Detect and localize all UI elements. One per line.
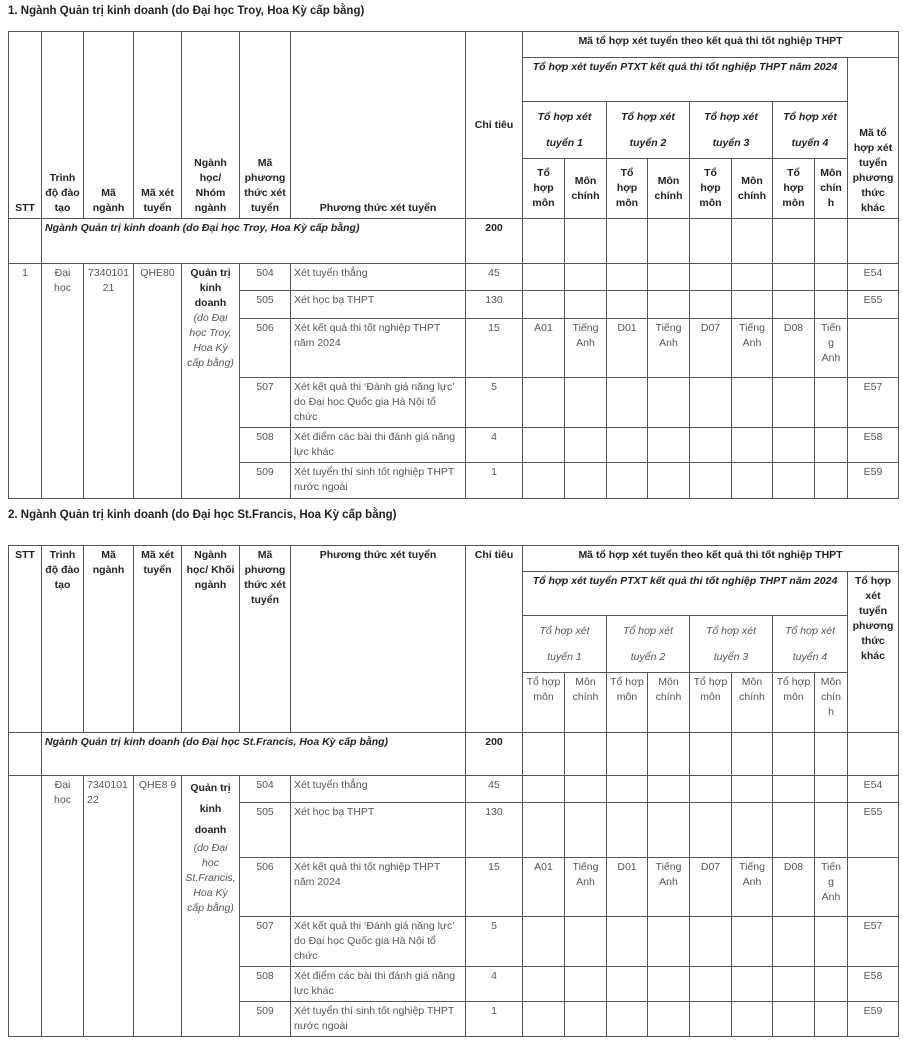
ma-nganh-value: 7340101 21 bbox=[84, 264, 134, 499]
header-ma-to-hop: Mã tổ hợp xét tuyển theo kết quả thi tốt nghiệp THPT bbox=[523, 32, 899, 58]
combo-code: D01 bbox=[607, 319, 648, 378]
method-name: Xét điểm các bài thi đánh giá năng lực khác bbox=[291, 428, 466, 463]
header-mon-chinh: Môn chính bbox=[565, 673, 607, 733]
method-quota: 130 bbox=[466, 803, 523, 858]
header-to-hop-mon: Tổ hợp môn bbox=[690, 159, 732, 219]
nganh-note: (do Đại học St.Francis, Hoa Kỳ cấp bằng) bbox=[185, 842, 236, 914]
header-nganh-hoc: Ngành học/ Khối ngành bbox=[182, 546, 240, 733]
other-combo bbox=[848, 319, 899, 378]
method-quota: 1 bbox=[466, 463, 523, 499]
ma-xet-tuyen-value: QHE80 bbox=[134, 264, 182, 499]
nganh-note: (do Đại học Troy, Hoa Kỳ cấp bằng) bbox=[187, 312, 234, 369]
header-to-hop-mon: Tổ hợp môn bbox=[773, 159, 815, 219]
combo-subject: Tiếng Anh bbox=[565, 858, 607, 917]
other-combo: E57 bbox=[848, 378, 899, 428]
header-to-hop-3: Tổ hợp xét tuyển 3 bbox=[690, 102, 773, 159]
header-mon-chinh: Môn chính bbox=[565, 159, 607, 219]
header-trinh-do: Trình độ đào tạo bbox=[42, 32, 84, 219]
combo-subject: Tiếng Anh bbox=[732, 319, 773, 378]
header-chi-tieu: Chỉ tiêu bbox=[466, 546, 523, 733]
combo-subject: Tiến g Anh bbox=[815, 319, 848, 378]
header-to-hop-4: Tổ hợp xét tuyển 4 bbox=[773, 102, 848, 159]
header-to-hop-khac: Tổ hợp xét tuyển phương thức khác bbox=[848, 572, 899, 733]
combo-code: D07 bbox=[690, 319, 732, 378]
nganh-name: Quản trị kinh doanh bbox=[190, 267, 231, 309]
nganh-cell bbox=[182, 776, 240, 1037]
method-quota: 15 bbox=[466, 858, 523, 917]
header-mon-chinh: Môn chính bbox=[732, 159, 773, 219]
group-total: 200 bbox=[466, 219, 523, 264]
header-chi-tieu: Chỉ tiêu bbox=[466, 32, 523, 219]
header-to-hop-mon: Tổ hợp môn bbox=[773, 673, 815, 733]
header-mon-chinh: Môn chính bbox=[648, 159, 690, 219]
method-code: 506 bbox=[240, 319, 291, 378]
method-name: Xét kết quả thi ‘Đánh giá năng lực’ do Đại học Quốc gia Hà Nội tổ chức bbox=[291, 378, 466, 428]
header-to-hop-1: Tổ hợp xét tuyển 1 bbox=[523, 616, 607, 673]
header-stt: STT bbox=[9, 546, 42, 733]
combo-code: D08 bbox=[773, 858, 815, 917]
group-label: Ngành Quản trị kinh doanh (do Đại học Troy, Hoa Kỳ cấp bằng) bbox=[42, 219, 466, 264]
other-combo: E54 bbox=[848, 264, 899, 291]
nganh-cell bbox=[182, 264, 240, 499]
method-code: 506 bbox=[240, 858, 291, 917]
header-mon-chinh: Môn chính bbox=[648, 673, 690, 733]
method-name: Xét học bạ THPT bbox=[291, 291, 466, 319]
other-combo: E57 bbox=[848, 917, 899, 967]
combo-subject: Tiếng Anh bbox=[732, 858, 773, 917]
method-code: 508 bbox=[240, 967, 291, 1002]
method-quota: 15 bbox=[466, 319, 523, 378]
header-ma-to-hop: Mã tổ hợp xét tuyển theo kết quả thi tốt nghiệp THPT bbox=[523, 546, 899, 572]
method-name: Xét tuyển thí sinh tốt nghiệp THPT nước ngoài bbox=[291, 1002, 466, 1037]
method-name: Xét học bạ THPT bbox=[291, 803, 466, 858]
admission-table-1 bbox=[8, 31, 899, 499]
trinh-do-value: Đại học bbox=[42, 776, 84, 1037]
header-phuong-thuc: Phương thức xét tuyển bbox=[291, 546, 466, 733]
combo-code: A01 bbox=[523, 858, 565, 917]
method-quota: 5 bbox=[466, 917, 523, 967]
combo-code: D07 bbox=[690, 858, 732, 917]
other-combo: E58 bbox=[848, 967, 899, 1002]
section-2-heading: 2. Ngành Quản trị kinh doanh (do Đại học St.Francis, Hoa Kỳ cấp bằng) bbox=[8, 509, 397, 521]
method-name: Xét tuyển thẳng bbox=[291, 264, 466, 291]
other-combo: E59 bbox=[848, 463, 899, 499]
other-combo: E55 bbox=[848, 291, 899, 319]
method-name: Xét tuyển thẳng bbox=[291, 776, 466, 803]
combo-subject: Tiếng Anh bbox=[565, 319, 607, 378]
method-quota: 45 bbox=[466, 776, 523, 803]
trinh-do-value: Đại học bbox=[42, 264, 84, 499]
method-code: 505 bbox=[240, 803, 291, 858]
header-to-hop-4: Tổ hợp xét tuyển 4 bbox=[773, 616, 848, 673]
header-ma-xet-tuyen: Mã xét tuyển bbox=[134, 546, 182, 733]
header-stt: STT bbox=[9, 32, 42, 219]
method-quota: 5 bbox=[466, 378, 523, 428]
header-phuong-thuc: Phương thức xét tuyển bbox=[291, 32, 466, 219]
group-total: 200 bbox=[466, 733, 523, 776]
combo-subject: Tiếng Anh bbox=[648, 858, 690, 917]
header-ma-to-hop-khac: Mã tổ hợp xét tuyển phương thức khác bbox=[848, 58, 899, 219]
method-code: 505 bbox=[240, 291, 291, 319]
header-ma-phuong-thuc: Mã phương thức xét tuyển bbox=[240, 32, 291, 219]
ma-nganh-value: 7340101 22 bbox=[84, 776, 134, 1037]
nganh-name: Quản trị kinh doanh bbox=[190, 782, 231, 836]
header-to-hop-mon: Tổ hợp môn bbox=[607, 159, 648, 219]
method-code: 509 bbox=[240, 463, 291, 499]
header-ma-phuong-thuc: Mã phương thức xét tuyển bbox=[240, 546, 291, 733]
method-quota: 1 bbox=[466, 1002, 523, 1037]
method-name: Xét kết quả thi tốt nghiệp THPT năm 2024 bbox=[291, 858, 466, 917]
group-label: Ngành Quản trị kinh doanh (do Đại học St.Francis, Hoa Kỳ cấp bằng) bbox=[42, 733, 466, 776]
method-quota: 45 bbox=[466, 264, 523, 291]
header-to-hop-2: Tổ hợp xét tuyển 2 bbox=[607, 102, 690, 159]
header-to-hop-1: Tổ hợp xét tuyển 1 bbox=[523, 102, 607, 159]
other-combo bbox=[848, 858, 899, 917]
method-name: Xét tuyển thí sinh tốt nghiệp THPT nước ngoài bbox=[291, 463, 466, 499]
header-to-hop-mon: Tổ hợp môn bbox=[523, 159, 565, 219]
combo-code: A01 bbox=[523, 319, 565, 378]
other-combo: E59 bbox=[848, 1002, 899, 1037]
header-to-hop-2: Tổ hợp xét tuyển 2 bbox=[607, 616, 690, 673]
header-mon-chinh: Môn chín h bbox=[815, 673, 848, 733]
header-to-hop-ptxt: Tổ hợp xét tuyển PTXT kết quả thi tốt nghiệp THPT năm 2024 bbox=[523, 58, 848, 102]
header-to-hop-mon: Tổ hợp môn bbox=[523, 673, 565, 733]
admission-table-2 bbox=[8, 545, 899, 1037]
method-code: 507 bbox=[240, 917, 291, 967]
ma-xet-tuyen-value: QHE8 9 bbox=[134, 776, 182, 1037]
header-mon-chinh: Môn chín h bbox=[815, 159, 848, 219]
header-to-hop-mon: Tổ hợp môn bbox=[690, 673, 732, 733]
method-quota: 4 bbox=[466, 428, 523, 463]
method-name: Xét điểm các bài thi đánh giá năng lực khác bbox=[291, 967, 466, 1002]
header-ma-nganh: Mã ngành bbox=[84, 546, 134, 733]
method-name: Xét kết quả thi ‘Đánh giá năng lực’ do Đại học Quốc gia Hà Nội tổ chức bbox=[291, 917, 466, 967]
combo-subject: Tiến g Anh bbox=[815, 858, 848, 917]
header-trinh-do: Trình độ đào tạo bbox=[42, 546, 84, 733]
method-quota: 4 bbox=[466, 967, 523, 1002]
other-combo: E58 bbox=[848, 428, 899, 463]
section-1-heading: 1. Ngành Quản trị kinh doanh (do Đại học Troy, Hoa Kỳ cấp bằng) bbox=[8, 5, 365, 17]
method-code: 509 bbox=[240, 1002, 291, 1037]
header-mon-chinh: Môn chính bbox=[732, 673, 773, 733]
combo-code: D01 bbox=[607, 858, 648, 917]
other-combo: E54 bbox=[848, 776, 899, 803]
stt-value: 1 bbox=[9, 264, 42, 499]
method-code: 504 bbox=[240, 776, 291, 803]
header-ma-xet-tuyen: Mã xét tuyển bbox=[134, 32, 182, 219]
combo-subject: Tiếng Anh bbox=[648, 319, 690, 378]
header-to-hop-mon: Tổ hợp môn bbox=[607, 673, 648, 733]
method-code: 508 bbox=[240, 428, 291, 463]
header-to-hop-ptxt: Tổ hợp xét tuyển PTXT kết quả thi tốt nghiệp THPT năm 2024 bbox=[523, 572, 848, 616]
method-name: Xét kết quả thi tốt nghiệp THPT năm 2024 bbox=[291, 319, 466, 378]
combo-code: D08 bbox=[773, 319, 815, 378]
method-code: 504 bbox=[240, 264, 291, 291]
method-code: 507 bbox=[240, 378, 291, 428]
header-nganh-hoc: Ngành học/ Nhóm ngành bbox=[182, 32, 240, 219]
method-quota: 130 bbox=[466, 291, 523, 319]
other-combo: E55 bbox=[848, 803, 899, 858]
header-to-hop-3: Tổ hợp xét tuyển 3 bbox=[690, 616, 773, 673]
header-ma-nganh: Mã ngành bbox=[84, 32, 134, 219]
